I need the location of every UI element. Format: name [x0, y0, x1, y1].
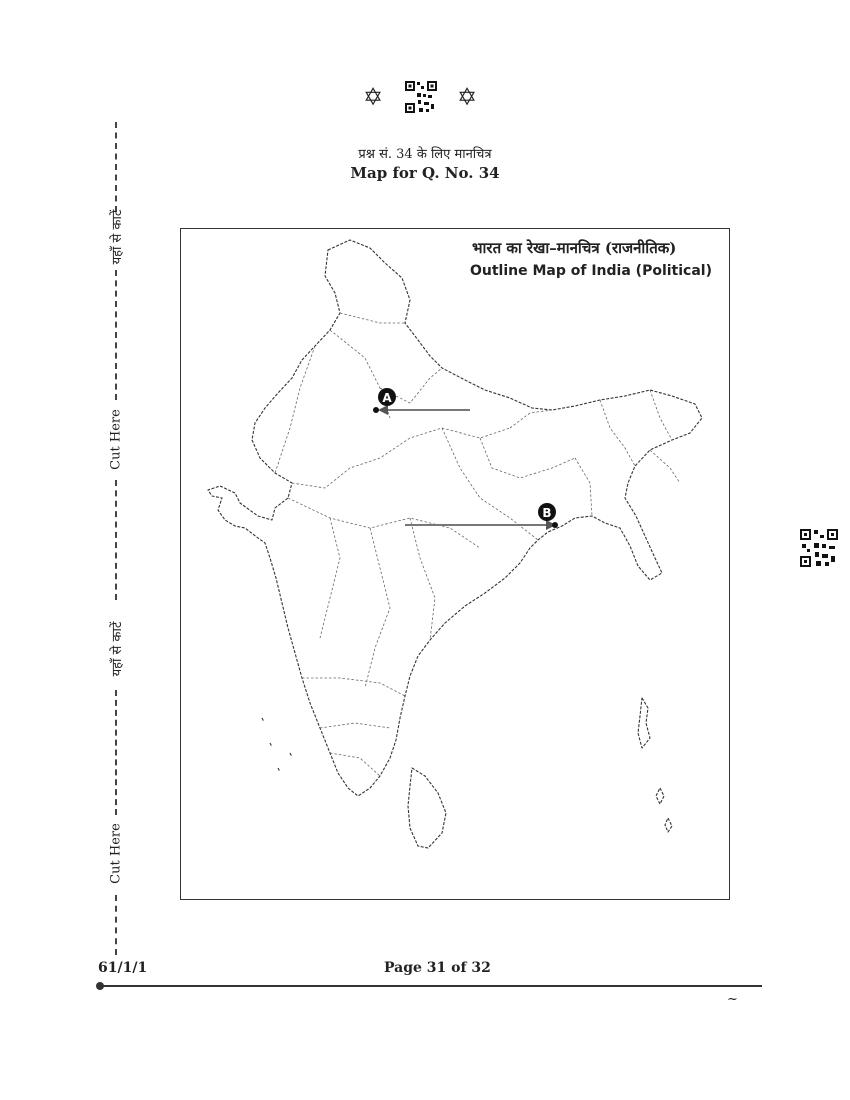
india-mainland-outline [208, 240, 702, 796]
heading-hindi: प्रश्न सं. 34 के लिए मानचित्र [358, 147, 492, 162]
qr-code-icon-top [404, 80, 438, 114]
marker-b-label: B [542, 506, 552, 520]
star-of-david-right-icon: ✡ [457, 83, 478, 111]
heading-english: Map for Q. No. 34 [350, 164, 500, 182]
paper-code: 61/1/1 [98, 960, 148, 976]
cut-label-hindi: यहाँ से काटें [110, 209, 125, 265]
map-title-hindi: भारत का रेखा–मानचित्र (राजनीतिक) [472, 239, 677, 257]
cut-label-english: Cut Here [108, 409, 124, 470]
india-outline-map [180, 228, 730, 900]
cut-line-segment [115, 690, 117, 815]
cut-line-segment [115, 270, 117, 400]
cut-line-segment [115, 895, 117, 955]
page-number: Page 31 of 32 [384, 960, 491, 976]
cut-label-hindi: यहाँ से काटें [110, 621, 125, 677]
qr-code-icon-side [799, 528, 839, 568]
marker-a-point [373, 407, 379, 413]
star-of-david-left-icon: ✡ [363, 83, 384, 111]
sri-lanka-outline [408, 768, 446, 848]
cut-line-segment [115, 480, 117, 600]
marker-a-label: A [382, 391, 392, 405]
tilde-mark: ~ [727, 992, 738, 1007]
cut-label-english: Cut Here [108, 823, 124, 884]
footer-rule [100, 985, 762, 987]
map-title-english: Outline Map of India (Political) [470, 263, 712, 279]
marker-b-point [552, 522, 558, 528]
